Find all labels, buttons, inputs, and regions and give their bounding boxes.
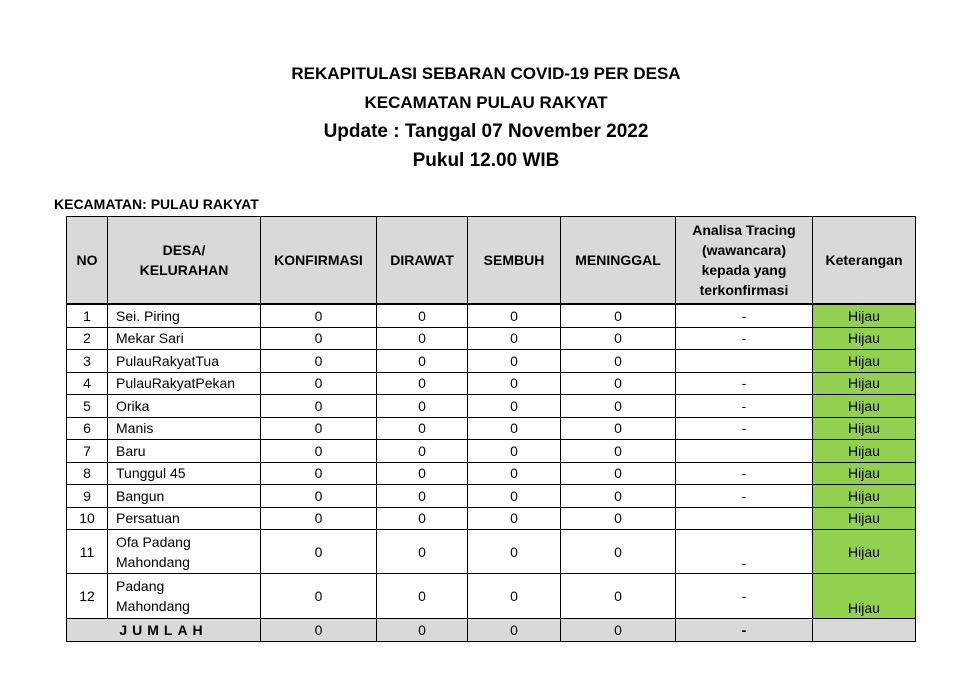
table-row bbox=[67, 350, 916, 373]
header-keterangan: Keterangan bbox=[813, 217, 916, 305]
cell-meninggal: 0 bbox=[561, 440, 676, 463]
cell-keterangan: Hijau bbox=[813, 440, 916, 463]
table-row bbox=[67, 440, 916, 463]
cell-meninggal: 0 bbox=[561, 485, 676, 508]
cell-keterangan: Hijau bbox=[813, 395, 916, 418]
header-dirawat: DIRAWAT bbox=[377, 217, 468, 305]
cell-sembuh: 0 bbox=[468, 462, 561, 485]
cell-desa-line1: Padang bbox=[116, 578, 165, 594]
cell-keterangan: Hijau bbox=[813, 304, 916, 327]
cell-keterangan: Hijau bbox=[813, 372, 916, 395]
cell-keterangan: Hijau bbox=[813, 417, 916, 440]
cell-meninggal: 0 bbox=[561, 327, 676, 350]
table-row bbox=[67, 574, 916, 619]
report-subtitle: KECAMATAN PULAU RAKYAT bbox=[364, 93, 608, 112]
cell-meninggal: 0 bbox=[561, 462, 676, 485]
cell-no: 5 bbox=[67, 395, 108, 418]
cell-dirawat: 0 bbox=[377, 395, 468, 418]
table-row bbox=[67, 304, 916, 327]
cell-keterangan: Hijau bbox=[813, 530, 916, 574]
cell-analisa: - bbox=[676, 395, 813, 418]
cell-sembuh: 0 bbox=[468, 304, 561, 327]
cell-no: 8 bbox=[67, 462, 108, 485]
header-desa bbox=[108, 217, 261, 305]
total-dirawat: 0 bbox=[377, 619, 468, 642]
table-row bbox=[67, 462, 916, 485]
kecamatan-label: KECAMATAN: PULAU RAKYAT bbox=[54, 196, 259, 212]
cell-sembuh: 0 bbox=[468, 485, 561, 508]
update-date: Update : Tanggal 07 November 2022 bbox=[323, 121, 649, 142]
cell-konfirmasi: 0 bbox=[261, 350, 377, 373]
total-meninggal: 0 bbox=[561, 619, 676, 642]
cell-konfirmasi: 0 bbox=[261, 485, 377, 508]
header-no: NO bbox=[67, 217, 108, 305]
cell-konfirmasi: 0 bbox=[261, 462, 377, 485]
cell-no: 10 bbox=[67, 507, 108, 530]
cell-sembuh: 0 bbox=[468, 440, 561, 463]
cell-analisa: - bbox=[676, 485, 813, 508]
cell-konfirmasi: 0 bbox=[261, 304, 377, 327]
cell-dirawat: 0 bbox=[377, 350, 468, 373]
cell-no: 6 bbox=[67, 417, 108, 440]
cell-desa: Tunggul 45 bbox=[108, 462, 261, 485]
cell-desa: Manis bbox=[108, 417, 261, 440]
cell-no: 12 bbox=[67, 574, 108, 619]
cell-konfirmasi: 0 bbox=[261, 372, 377, 395]
cell-meninggal: 0 bbox=[561, 530, 676, 574]
cell-no: 1 bbox=[67, 304, 108, 327]
cell-sembuh: 0 bbox=[468, 530, 561, 574]
cell-sembuh: 0 bbox=[468, 395, 561, 418]
table-row bbox=[67, 530, 916, 574]
cell-desa: Baru bbox=[108, 440, 261, 463]
cell-desa-line2: Mahondang bbox=[116, 553, 190, 570]
header-analisa-line2: (wawancara) bbox=[701, 242, 787, 258]
report-title: REKAPITULASI SEBARAN COVID-19 PER DESA bbox=[291, 64, 681, 83]
cell-sembuh: 0 bbox=[468, 574, 561, 619]
cell-dirawat: 0 bbox=[377, 462, 468, 485]
cell-desa: Orika bbox=[108, 395, 261, 418]
cell-sembuh: 0 bbox=[468, 417, 561, 440]
cell-desa: PulauRakyatPekan bbox=[108, 372, 261, 395]
total-label: JUMLAH bbox=[67, 619, 261, 642]
cell-meninggal: 0 bbox=[561, 574, 676, 619]
cell-dirawat: 0 bbox=[377, 574, 468, 619]
table-row bbox=[67, 485, 916, 508]
cell-konfirmasi: 0 bbox=[261, 395, 377, 418]
cell-no: 3 bbox=[67, 350, 108, 373]
cell-analisa: - bbox=[676, 327, 813, 350]
cell-analisa: - bbox=[676, 417, 813, 440]
total-sembuh: 0 bbox=[468, 619, 561, 642]
cell-meninggal: 0 bbox=[561, 395, 676, 418]
cell-dirawat: 0 bbox=[377, 417, 468, 440]
cell-analisa bbox=[676, 507, 813, 530]
cell-analisa: - bbox=[676, 574, 813, 619]
cell-konfirmasi: 0 bbox=[261, 530, 377, 574]
cell-meninggal: 0 bbox=[561, 304, 676, 327]
cell-desa: Bangun bbox=[108, 485, 261, 508]
cell-keterangan: Hijau bbox=[813, 327, 916, 350]
cell-sembuh: 0 bbox=[468, 327, 561, 350]
total-keterangan bbox=[813, 619, 916, 642]
cell-keterangan: Hijau bbox=[813, 485, 916, 508]
cell-konfirmasi: 0 bbox=[261, 440, 377, 463]
cell-dirawat: 0 bbox=[377, 304, 468, 327]
table-header-row bbox=[67, 217, 916, 305]
cell-no: 11 bbox=[67, 530, 108, 574]
cell-keterangan: Hijau bbox=[813, 507, 916, 530]
cell-desa bbox=[108, 530, 261, 574]
cell-analisa bbox=[676, 350, 813, 373]
cell-meninggal: 0 bbox=[561, 372, 676, 395]
cell-meninggal: 0 bbox=[561, 417, 676, 440]
total-konfirmasi: 0 bbox=[261, 619, 377, 642]
table-row bbox=[67, 327, 916, 350]
cell-dirawat: 0 bbox=[377, 530, 468, 574]
cell-keterangan: Hijau bbox=[813, 462, 916, 485]
header-desa-line1: DESA/ bbox=[162, 242, 206, 258]
cell-desa bbox=[108, 574, 261, 619]
header-sembuh: SEMBUH bbox=[468, 217, 561, 305]
cell-konfirmasi: 0 bbox=[261, 417, 377, 440]
header-analisa-line1: Analisa Tracing bbox=[692, 222, 796, 238]
cell-desa: Persatuan bbox=[108, 507, 261, 530]
cell-sembuh: 0 bbox=[468, 372, 561, 395]
table-row bbox=[67, 395, 916, 418]
cell-no: 2 bbox=[67, 327, 108, 350]
header-konfirmasi: KONFIRMASI bbox=[261, 217, 377, 305]
cell-keterangan: Hijau bbox=[813, 574, 916, 619]
cell-desa: Mekar Sari bbox=[108, 327, 261, 350]
total-row bbox=[67, 619, 916, 642]
header-meninggal: MENINGGAL bbox=[561, 217, 676, 305]
cell-desa-line2: Mahondang bbox=[116, 598, 190, 614]
header-analisa bbox=[676, 217, 813, 305]
cell-dirawat: 0 bbox=[377, 372, 468, 395]
cell-no: 9 bbox=[67, 485, 108, 508]
cell-konfirmasi: 0 bbox=[261, 327, 377, 350]
cell-desa: Sei. Piring bbox=[108, 304, 261, 327]
cell-no: 4 bbox=[67, 372, 108, 395]
cell-sembuh: 0 bbox=[468, 507, 561, 530]
cell-konfirmasi: 0 bbox=[261, 574, 377, 619]
header-analisa-line3: kepada yang bbox=[701, 262, 787, 278]
cell-analisa bbox=[676, 440, 813, 463]
covid-recap-table bbox=[66, 216, 916, 642]
total-analisa: - bbox=[676, 619, 813, 642]
table-row bbox=[67, 417, 916, 440]
cell-desa: PulauRakyatTua bbox=[108, 350, 261, 373]
cell-analisa: - bbox=[676, 304, 813, 327]
cell-dirawat: 0 bbox=[377, 507, 468, 530]
cell-dirawat: 0 bbox=[377, 440, 468, 463]
cell-analisa: - bbox=[676, 462, 813, 485]
table-row bbox=[67, 372, 916, 395]
cell-meninggal: 0 bbox=[561, 350, 676, 373]
cell-sembuh: 0 bbox=[468, 350, 561, 373]
cell-analisa: - bbox=[676, 530, 813, 574]
cell-analisa: - bbox=[676, 372, 813, 395]
cell-dirawat: 0 bbox=[377, 485, 468, 508]
cell-dirawat: 0 bbox=[377, 327, 468, 350]
cell-no: 7 bbox=[67, 440, 108, 463]
table-row bbox=[67, 507, 916, 530]
header-analisa-line4: terkonfirmasi bbox=[699, 282, 789, 298]
cell-konfirmasi: 0 bbox=[261, 507, 377, 530]
update-time: Pukul 12.00 WIB bbox=[412, 150, 560, 171]
header-desa-line2: KELURAHAN bbox=[139, 262, 229, 278]
cell-keterangan: Hijau bbox=[813, 350, 916, 373]
cell-meninggal: 0 bbox=[561, 507, 676, 530]
cell-desa-line1: Ofa Padang bbox=[116, 533, 191, 550]
